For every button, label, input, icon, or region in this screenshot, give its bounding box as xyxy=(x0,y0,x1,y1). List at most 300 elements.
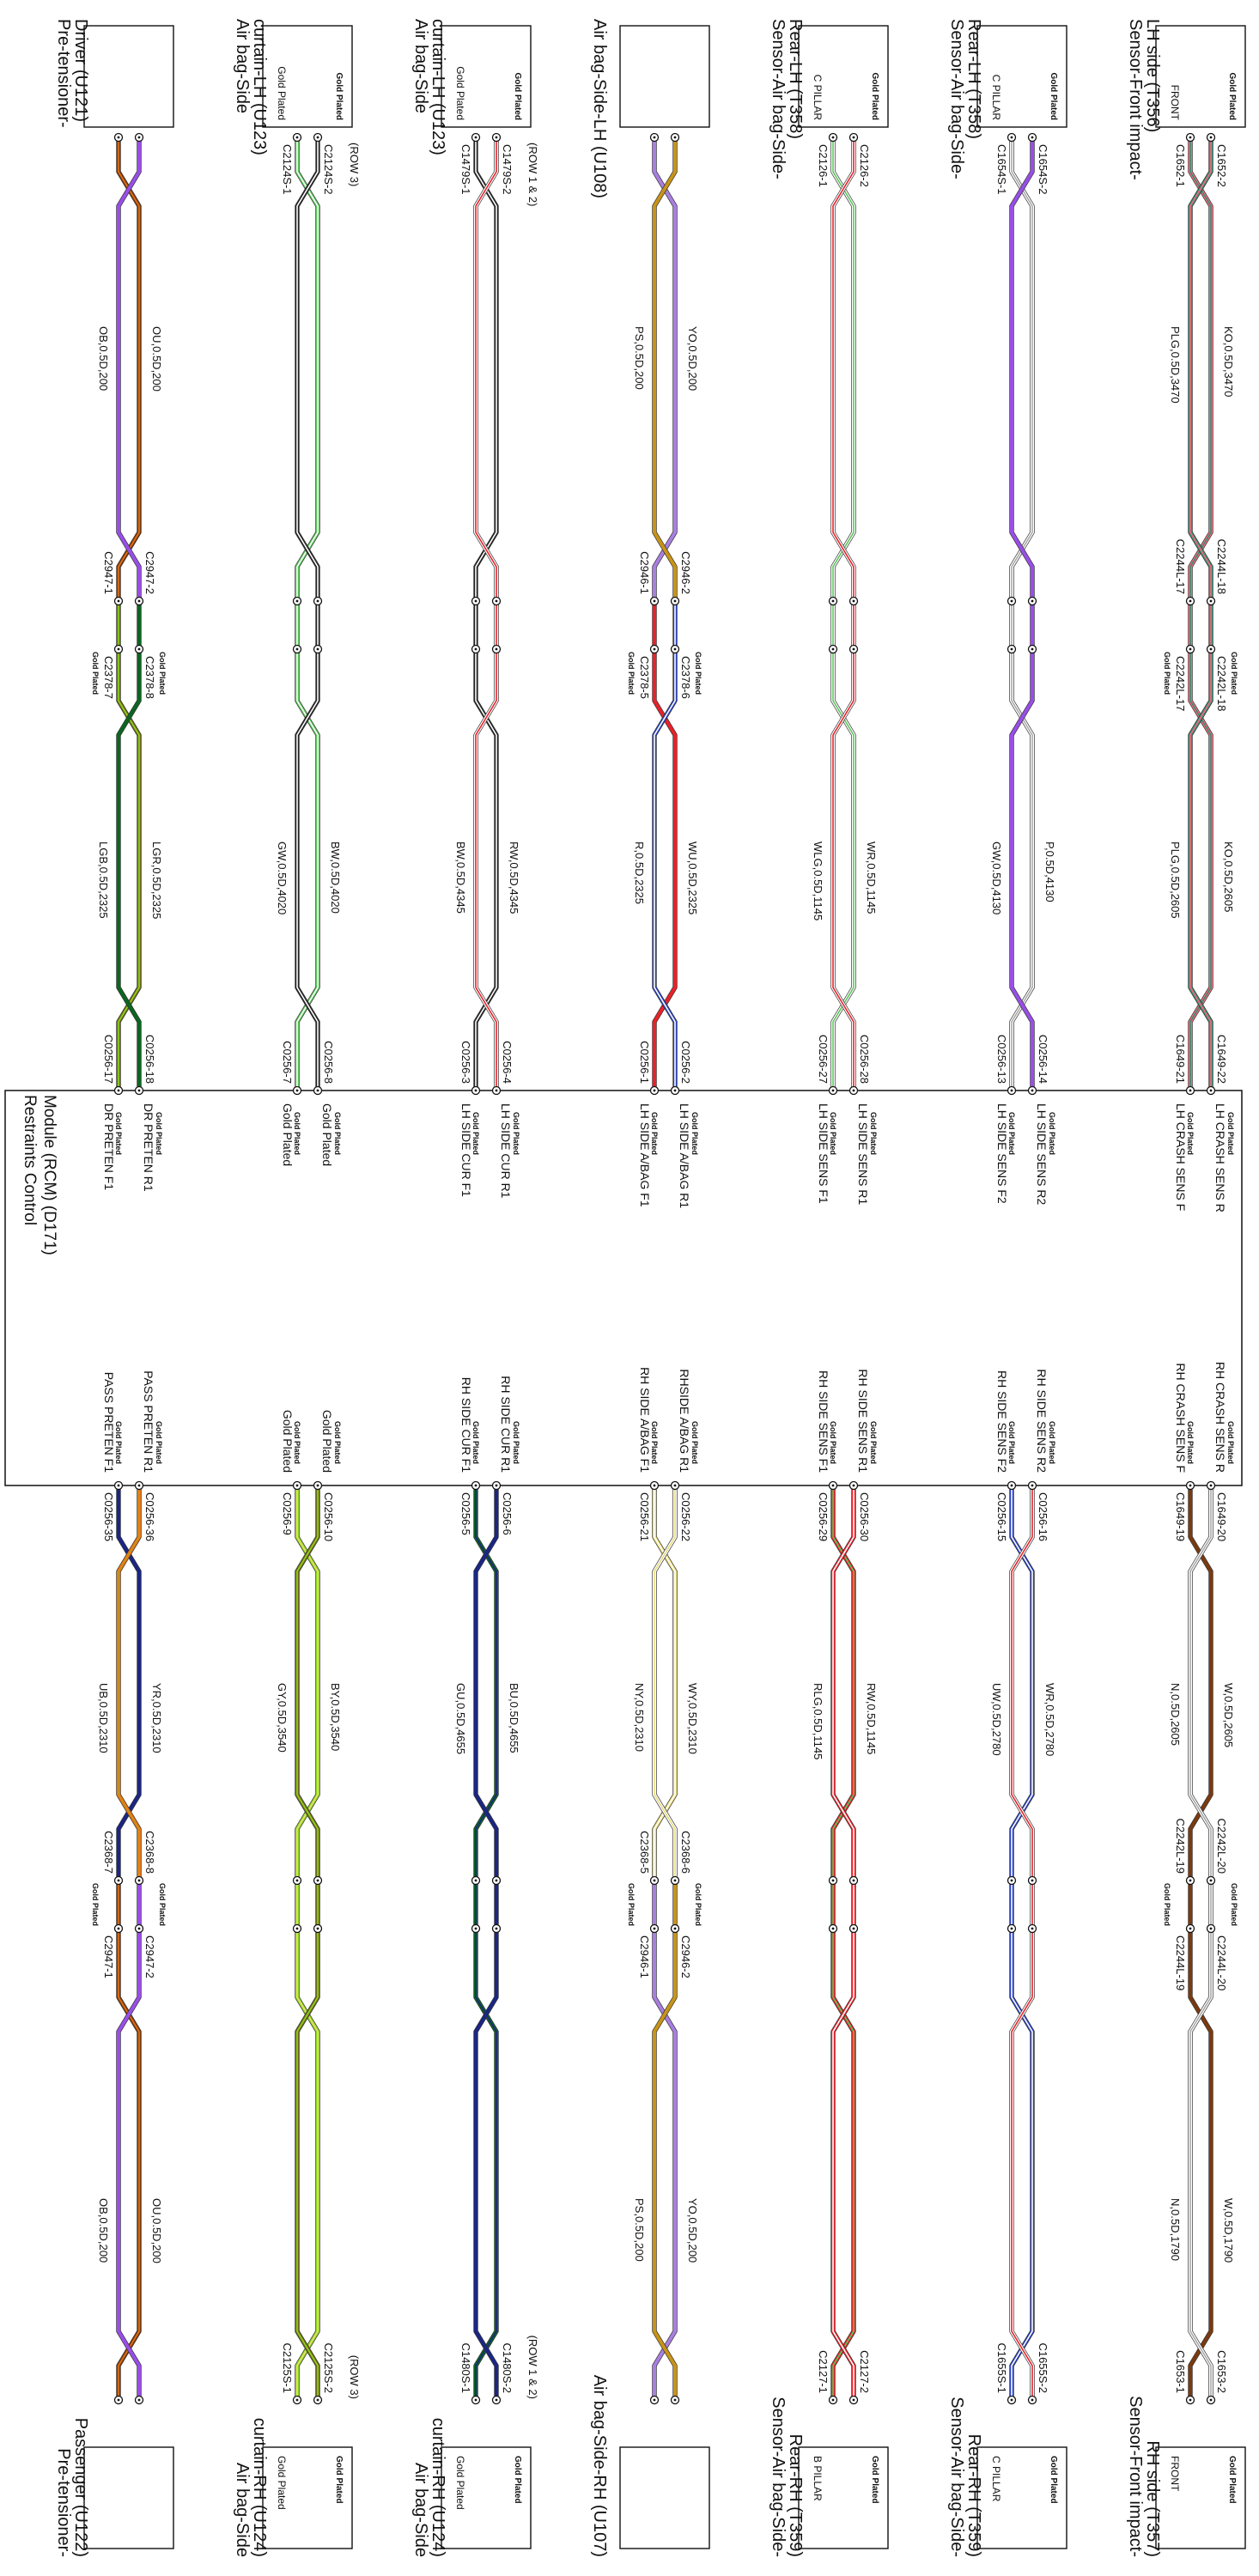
inline-left-pin-label: C2244L-17 xyxy=(1174,538,1187,594)
rcm-pin-name-right: Gold Plated xyxy=(320,1409,334,1473)
rcm-right-pin-label: C0256-30 xyxy=(858,1492,871,1542)
wire-code-label: LGR,0.5D,2325 xyxy=(150,841,163,920)
terminal-pin-dot xyxy=(296,648,299,651)
rcm-plated-left: Gold Plated xyxy=(114,1111,123,1156)
terminal-pin-dot xyxy=(832,1090,835,1092)
wire-code-label: R,0.5D,2325 xyxy=(633,841,646,904)
wire-left-mid-b xyxy=(1012,649,1032,1091)
inline-left-pin-label: C2947-2 xyxy=(143,551,156,594)
right-component-box xyxy=(84,2447,173,2549)
rcm-plated-left: Gold Plated xyxy=(1048,1111,1056,1156)
terminal-pin-dot xyxy=(853,2399,855,2402)
terminal-pin-dot xyxy=(118,1090,120,1092)
terminal-pin-dot xyxy=(1011,600,1013,603)
wire-left-mid-b xyxy=(476,649,496,1091)
wire-left-a-base xyxy=(833,137,854,601)
terminal-pin-dot xyxy=(1210,1485,1213,1487)
terminal-pin-dot xyxy=(317,1090,319,1092)
wire-code-label: GW,0.5D,4020 xyxy=(276,841,289,915)
rcm-plated-left: Gold Plated xyxy=(1007,1111,1016,1156)
wire-left-b xyxy=(833,137,854,601)
inline-plated-left: Gold Plated xyxy=(627,651,636,696)
terminal-pin-dot xyxy=(317,600,319,603)
right-component-label: Pre-tensioner- xyxy=(54,2448,73,2557)
wire-left-b xyxy=(476,137,496,601)
right-box-text: Gold Plated xyxy=(276,2456,288,2510)
right-pin-label-a: C1480S-1 xyxy=(459,2342,472,2393)
terminal-pin-dot xyxy=(654,1090,656,1092)
terminal-pin-dot xyxy=(1189,1928,1192,1930)
wire-left-b-base xyxy=(833,137,854,601)
rcm-plated-left: Gold Plated xyxy=(512,1111,520,1156)
rcm-pin-name-right: PASS PRETEN R1 xyxy=(142,1370,155,1473)
wire-left-a xyxy=(1190,137,1211,601)
right-component-label: Air bag-Side-RH (U107) xyxy=(590,2374,609,2557)
rcm-right-pin-label: C0256-35 xyxy=(102,1492,115,1542)
inline-plated-right: Gold Plated xyxy=(91,1882,100,1927)
terminal-pin-dot xyxy=(496,137,498,139)
wire-code-label: WLG,0.5D,1145 xyxy=(812,841,824,921)
rcm-plated-right: Gold Plated xyxy=(690,1420,699,1465)
terminal-pin-dot xyxy=(317,648,319,651)
terminal-pin-dot xyxy=(138,1880,141,1882)
right-box-text: C PILLAR xyxy=(990,2456,1002,2502)
terminal-pin-dot xyxy=(1210,1928,1213,1930)
rcm-plated-right: Gold Plated xyxy=(512,1420,520,1465)
wire-left-mid-b-base xyxy=(119,649,139,1091)
terminal-pin-dot xyxy=(1031,648,1034,651)
wire-code-label: GW,0.5D,4130 xyxy=(990,841,1003,915)
left-component-label: Sensor-Air bag-Side- xyxy=(947,19,966,179)
right-box-plated: Gold Plated xyxy=(334,2456,344,2504)
rcm-right-pin-label: C0256-29 xyxy=(817,1492,830,1542)
terminal-pin-dot xyxy=(317,1928,319,1930)
right-box-plated: Gold Plated xyxy=(1049,2456,1058,2504)
terminal-pin-dot xyxy=(296,1928,299,1930)
inline-plated-left: Gold Plated xyxy=(91,651,100,696)
wire-left-b-base xyxy=(476,137,496,601)
terminal-pin-dot xyxy=(853,1880,855,1882)
left-component-label: Air bag-Side xyxy=(411,19,430,114)
inline-plated-right: Gold Plated xyxy=(1163,1882,1171,1927)
terminal-pin-dot xyxy=(475,1090,477,1092)
wire-left-b xyxy=(1190,137,1211,601)
wire-code-label: OU,0.5D,200 xyxy=(150,2198,163,2263)
terminal-pin-dot xyxy=(654,137,656,139)
right-pin-label-a: C2127-1 xyxy=(817,2350,830,2393)
terminal-pin-dot xyxy=(1031,2399,1034,2402)
left-component-label-2: Rear-LH (T358) xyxy=(964,19,983,140)
terminal-pin-dot xyxy=(296,600,299,603)
wire-code-label: NY,0.5D,2310 xyxy=(633,1683,646,1752)
wire-left-a xyxy=(1012,137,1032,601)
left-box-plated: Gold Plated xyxy=(1227,72,1237,120)
wire-code-label: UW,0.5D,2780 xyxy=(990,1683,1003,1756)
wire-left-a-base xyxy=(654,137,675,601)
terminal-pin-dot xyxy=(832,648,835,651)
terminal-pin-dot xyxy=(832,2399,835,2402)
right-pin-label-a: C1653-1 xyxy=(1174,2350,1187,2393)
wire-left-b-stripe xyxy=(833,137,854,601)
rcm-right-pin-label: C0256-5 xyxy=(459,1492,472,1535)
terminal-pin-dot xyxy=(1189,648,1192,651)
rcm-plated-right: Gold Plated xyxy=(650,1420,659,1465)
wire-code-label: PS,0.5D,200 xyxy=(633,2198,646,2262)
inline-left-pin-label: C2378-6 xyxy=(679,656,692,699)
rcm-pin-name-left: LH SIDE SENS F1 xyxy=(817,1103,830,1204)
terminal-pin-dot xyxy=(853,648,855,651)
rcm-title-line1: Restraints Control xyxy=(21,1095,39,1226)
wire-code-label: PLG,0.5D,2605 xyxy=(1169,841,1182,919)
right-component-box xyxy=(620,2447,709,2549)
rcm-plated-right: Gold Plated xyxy=(829,1420,837,1465)
terminal-pin-dot xyxy=(1210,1090,1213,1092)
right-component-label-2: RH side (T357) xyxy=(1143,2440,1162,2557)
inline-right-pin-label: C2947-1 xyxy=(102,1935,115,1978)
right-component-label: Air bag-Side xyxy=(233,2462,252,2557)
inline-left-pin-label: C2378-8 xyxy=(143,656,156,699)
wire-left-mid-b-base xyxy=(476,649,496,1091)
wire-left-a-outline xyxy=(1012,137,1032,601)
right-box-plated: Gold Plated xyxy=(513,2456,522,2504)
left-component-label-2: LH side (T356) xyxy=(1143,19,1162,133)
right-pin-label-b: C1480S-2 xyxy=(501,2342,514,2393)
terminal-pin-dot xyxy=(138,1485,141,1487)
rcm-left-pin-label: C0256-17 xyxy=(102,1034,115,1084)
left-pin-label-a: C2124S-1 xyxy=(281,144,294,195)
rcm-plated-right: Gold Plated xyxy=(333,1420,342,1465)
right-box-plated: Gold Plated xyxy=(1227,2456,1237,2504)
wire-code-label: GU,0.5D,4655 xyxy=(454,1683,467,1755)
right-component-label-2: Passenger (U122) xyxy=(71,2417,90,2557)
wire-left-a-base xyxy=(119,137,139,601)
rcm-left-pin-label: C0256-18 xyxy=(143,1034,156,1084)
wire-left-mid-b xyxy=(833,649,854,1091)
inline-left-pin-label: C2244L-18 xyxy=(1215,538,1228,594)
rcm-left-pin-label: C0256-14 xyxy=(1037,1034,1049,1084)
rcm-plated-right: Gold Plated xyxy=(1048,1420,1056,1465)
rcm-left-pin-label: C0256-1 xyxy=(638,1041,651,1084)
left-pin-label-b: C2124S-2 xyxy=(322,144,335,195)
rcm-pin-name-right: RHSIDE A/BAG R1 xyxy=(678,1369,691,1473)
right-pin-label-b: C2125S-2 xyxy=(322,2342,335,2393)
terminal-pin-dot xyxy=(496,648,498,651)
rcm-left-pin-label: C0256-27 xyxy=(817,1034,830,1084)
wire-code-label: RLG,0.5D,1145 xyxy=(812,1683,824,1760)
wire-code-label: W,0.5D,2605 xyxy=(1222,1683,1235,1748)
wire-left-b-stripe xyxy=(476,137,496,601)
terminal-pin-dot xyxy=(853,137,855,139)
terminal-pin-dot xyxy=(1189,137,1192,139)
terminal-pin-dot xyxy=(1011,648,1013,651)
terminal-pin-dot xyxy=(1210,137,1213,139)
wire-left-mid-b xyxy=(119,649,139,1091)
wire-left-mid-b xyxy=(654,649,675,1091)
wire-left-b-base xyxy=(297,137,318,601)
wire-code-label: PS,0.5D,200 xyxy=(633,326,646,390)
right-box-plated: Gold Plated xyxy=(870,2456,879,2504)
rcm-pin-name-left: LH SIDE A/BAG R1 xyxy=(678,1103,691,1209)
terminal-pin-dot xyxy=(118,600,120,603)
terminal-pin-dot xyxy=(853,1485,855,1487)
inline-plated-left: Gold Plated xyxy=(694,651,702,696)
rcm-title-line2: Module (RCM) (D171) xyxy=(40,1095,58,1255)
inline-plated-left: Gold Plated xyxy=(1230,651,1238,696)
terminal-pin-dot xyxy=(1031,137,1034,139)
terminal-pin-dot xyxy=(296,1880,299,1882)
rcm-pin-name-left: LH CRASH SENS F xyxy=(1174,1103,1188,1212)
wire-code-label: OB,0.5D,200 xyxy=(97,326,110,392)
wire-left-b-outline xyxy=(654,137,675,601)
wire-left-b-outline xyxy=(119,137,139,601)
inline-right-pin-label: C2946-2 xyxy=(679,1935,692,1978)
left-pin-label-b: C1654S-2 xyxy=(1037,144,1049,195)
terminal-pin-dot xyxy=(1210,600,1213,603)
wire-left-b-stripe xyxy=(1190,137,1211,601)
rcm-plated-right: Gold Plated xyxy=(1186,1420,1195,1465)
wire-left-a-outline xyxy=(833,137,854,601)
terminal-pin-dot xyxy=(118,137,120,139)
right-pin-label-b: C2127-2 xyxy=(858,2350,871,2393)
wire-code-label: PLG,0.5D,3470 xyxy=(1169,326,1182,404)
left-pin-label-b: C2126-2 xyxy=(858,144,871,187)
left-component-label: Pre-tensioner- xyxy=(54,19,73,128)
wire-code-label: OB,0.5D,200 xyxy=(97,2198,110,2263)
terminal-pin-dot xyxy=(654,648,656,651)
wire-left-mid-b-base xyxy=(654,649,675,1091)
wire-left-a-outline xyxy=(1190,137,1211,601)
rcm-left-pin-label: C0256-4 xyxy=(501,1041,514,1084)
wire-left-a-base xyxy=(476,137,496,601)
terminal-pin-dot xyxy=(1011,1880,1013,1882)
terminal-pin-dot xyxy=(1031,1880,1034,1882)
wire-code-label: N,0.5D,1790 xyxy=(1169,2198,1182,2261)
left-component-label-2: curtain-LH (U123) xyxy=(250,19,269,155)
rcm-plated-right: Gold Plated xyxy=(1226,1420,1235,1465)
wire-code-label: WR,0.5D,2780 xyxy=(1043,1683,1056,1757)
rcm-right-pin-label: C0256-10 xyxy=(322,1492,335,1542)
left-box-plated: Gold Plated xyxy=(1049,72,1058,120)
terminal-pin-dot xyxy=(674,1928,677,1930)
rcm-pin-name-left: DR PRETEN F1 xyxy=(102,1103,116,1191)
wire-code-label: UB,0.5D,2310 xyxy=(97,1683,110,1753)
terminal-pin-dot xyxy=(1189,1090,1192,1092)
rcm-left-pin-label: C1649-21 xyxy=(1174,1034,1187,1084)
rcm-right-pin-label: C0256-15 xyxy=(995,1492,1008,1542)
rcm-pin-name-left: LH SIDE A/BAG F1 xyxy=(638,1103,652,1207)
rcm-pin-name-right: RH CRASH SENS R xyxy=(1213,1361,1227,1473)
terminal-pin-dot xyxy=(674,600,677,603)
inline-left-pin-label: C2242L-17 xyxy=(1174,656,1187,712)
rcm-plated-left: Gold Plated xyxy=(333,1111,342,1156)
right-box-text: Gold Plated xyxy=(454,2456,466,2510)
inline-right-pin-label: C2244L-20 xyxy=(1215,1935,1228,1991)
terminal-pin-dot xyxy=(317,1880,319,1882)
left-component-label: Air bag-Side-LH (U108) xyxy=(590,19,609,198)
inline-plated-left: Gold Plated xyxy=(158,651,167,696)
terminal-pin-dot xyxy=(138,600,141,603)
wire-code-label: YO,0.5D,200 xyxy=(686,326,699,392)
left-component-label: Sensor-Air bag-Side- xyxy=(769,19,788,179)
wire-left-a-stripe xyxy=(1190,137,1211,601)
terminal-pin-dot xyxy=(1189,2399,1192,2402)
wire-code-label: BU,0.5D,4655 xyxy=(508,1683,520,1753)
wire-left-b-outline xyxy=(1012,137,1032,601)
wire-left-b-base xyxy=(654,137,675,601)
wire-code-label: N,0.5D,2605 xyxy=(1169,1683,1182,1746)
left-pin-label-b: C1652-2 xyxy=(1215,144,1228,187)
terminal-pin-dot xyxy=(317,137,319,139)
rcm-right-pin-label: C0256-22 xyxy=(679,1492,692,1542)
left-pin-label-a: C1652-1 xyxy=(1174,144,1187,187)
left-pin-label-a: C2126-1 xyxy=(817,144,830,187)
wire-left-a-outline xyxy=(654,137,675,601)
rcm-plated-left: Gold Plated xyxy=(869,1111,878,1156)
wire-left-b-base xyxy=(119,137,139,601)
wire-left-b-outline xyxy=(1190,137,1211,601)
left-component-label: Air bag-Side xyxy=(233,19,252,114)
terminal-pin-dot xyxy=(1011,137,1013,139)
left-component-label-2: curtain-LH (U123) xyxy=(429,19,447,155)
rcm-pin-name-right: RH SIDE SENS F1 xyxy=(817,1370,830,1473)
right-pin-label-a: C1655S-1 xyxy=(995,2342,1008,2393)
terminal-pin-dot xyxy=(674,2399,677,2402)
terminal-pin-dot xyxy=(654,1928,656,1930)
right-component-label-2: curtain-RH (U124) xyxy=(429,2417,447,2557)
inline-right-pin-label: C2368-8 xyxy=(143,1831,156,1874)
terminal-pin-dot xyxy=(475,1928,477,1930)
wire-left-mid-b-base xyxy=(1012,649,1032,1091)
terminal-pin-dot xyxy=(496,1090,498,1092)
wire-code-label: LGB,0.5D,2325 xyxy=(97,841,110,919)
terminal-pin-dot xyxy=(296,137,299,139)
inline-plated-right: Gold Plated xyxy=(158,1882,167,1927)
terminal-pin-dot xyxy=(1031,1485,1034,1487)
rcm-pin-name-right: Gold Plated xyxy=(281,1409,295,1473)
terminal-pin-dot xyxy=(1011,1090,1013,1092)
terminal-pin-dot xyxy=(296,1485,299,1487)
rcm-pin-name-left: Gold Plated xyxy=(281,1103,295,1167)
terminal-pin-dot xyxy=(654,1880,656,1882)
terminal-pin-dot xyxy=(832,1880,835,1882)
terminal-pin-dot xyxy=(1189,600,1192,603)
inline-right-pin-label: C2946-1 xyxy=(638,1935,651,1978)
rcm-pin-name-right: RH SIDE SENS R1 xyxy=(856,1369,870,1473)
wire-code-label: W,0.5D,1790 xyxy=(1222,2198,1235,2263)
terminal-pin-dot xyxy=(1210,1880,1213,1882)
inline-plated-left: Gold Plated xyxy=(1163,651,1171,696)
right-component-label: Sensor-Air bag-Side- xyxy=(769,2397,788,2557)
wire-left-b xyxy=(297,137,318,601)
rcm-left-pin-label: C0256-3 xyxy=(459,1041,472,1084)
inline-left-pin-label: C2378-5 xyxy=(638,656,651,699)
terminal-pin-dot xyxy=(832,1485,835,1487)
wire-left-b-outline xyxy=(476,137,496,601)
inline-plated-right: Gold Plated xyxy=(1230,1882,1238,1927)
rcm-pin-name-right: PASS PRETEN F1 xyxy=(102,1371,116,1473)
right-pin-label-b: C1655S-2 xyxy=(1037,2342,1049,2393)
wire-left-b xyxy=(119,137,139,601)
wire-left-a-outline xyxy=(119,137,139,601)
terminal-pin-dot xyxy=(1011,1485,1013,1487)
terminal-pin-dot xyxy=(674,648,677,651)
inline-left-pin-label: C2242L-18 xyxy=(1215,656,1228,712)
rcm-pin-name-left: Gold Plated xyxy=(320,1103,334,1167)
rcm-plated-right: Gold Plated xyxy=(293,1420,301,1465)
terminal-pin-dot xyxy=(296,1090,299,1092)
rcm-pin-name-right: RH SIDE CUR F1 xyxy=(459,1376,473,1473)
terminal-pin-dot xyxy=(475,137,477,139)
rcm-plated-left: Gold Plated xyxy=(650,1111,659,1156)
rcm-plated-right: Gold Plated xyxy=(1007,1420,1016,1465)
wire-code-label: BW,0.5D,4020 xyxy=(329,841,342,914)
left-box-text: FRONT xyxy=(1169,84,1181,120)
left-component-box xyxy=(84,26,173,127)
right-box-text: FRONT xyxy=(1169,2456,1181,2492)
terminal-pin-dot xyxy=(138,2399,141,2402)
rcm-pin-name-left: LH SIDE SENS R1 xyxy=(856,1103,870,1206)
terminal-pin-dot xyxy=(832,137,835,139)
terminal-pin-dot xyxy=(832,600,835,603)
rcm-plated-left: Gold Plated xyxy=(1226,1111,1235,1156)
rcm-pin-name-right: RH SIDE SENS R2 xyxy=(1035,1369,1049,1473)
terminal-pin-dot xyxy=(654,2399,656,2402)
terminal-pin-dot xyxy=(118,1880,120,1882)
wire-code-label: YR,0.5D,2310 xyxy=(150,1683,163,1753)
rcm-plated-left: Gold Plated xyxy=(829,1111,837,1156)
rcm-pin-name-left: DR PRETEN R1 xyxy=(142,1103,155,1192)
rcm-right-pin-label: C0256-21 xyxy=(638,1492,651,1542)
left-box-plated: Gold Plated xyxy=(513,72,522,120)
wire-left-b xyxy=(1012,137,1032,601)
left-pin-label-a: C1479S-1 xyxy=(459,144,472,195)
wire-code-label: WU,0.5D,2325 xyxy=(686,841,699,915)
left-component-box xyxy=(620,26,709,127)
right-box-text: B PILLAR xyxy=(812,2456,824,2501)
left-component-label-2: Rear-LH (T358) xyxy=(786,19,805,140)
right-pin-label-b: C1653-2 xyxy=(1215,2350,1228,2393)
wire-left-mid-b-base xyxy=(1190,649,1211,1091)
wire-code-label: BW,0.5D,4345 xyxy=(454,841,467,914)
terminal-pin-dot xyxy=(1031,600,1034,603)
wire-left-b-outline xyxy=(297,137,318,601)
terminal-pin-dot xyxy=(475,648,477,651)
terminal-pin-dot xyxy=(496,1485,498,1487)
wire-code-label: P,0.5D,4130 xyxy=(1043,841,1056,902)
terminal-pin-dot xyxy=(654,600,656,603)
rcm-right-pin-label: C1649-19 xyxy=(1174,1492,1187,1542)
terminal-pin-dot xyxy=(832,1928,835,1930)
wire-left-a-stripe xyxy=(1012,137,1032,601)
terminal-pin-dot xyxy=(496,1880,498,1882)
wire-left-a xyxy=(476,137,496,601)
inline-right-pin-label: C2242L-20 xyxy=(1215,1818,1228,1874)
terminal-pin-dot xyxy=(118,1928,120,1930)
row-note-right: (ROW 3) xyxy=(348,2354,361,2399)
rcm-left-pin-label: C0256-13 xyxy=(995,1034,1008,1084)
terminal-pin-dot xyxy=(138,1090,141,1092)
rcm-right-pin-label: C0256-9 xyxy=(281,1492,294,1535)
rcm-pin-name-left: LH SIDE CUR R1 xyxy=(499,1103,513,1199)
inline-plated-right: Gold Plated xyxy=(627,1882,636,1927)
wire-code-label: WR,0.5D,1145 xyxy=(865,841,878,914)
rcm-pin-name-right: RH SIDE CUR R1 xyxy=(499,1376,513,1473)
wire-left-b-outline xyxy=(833,137,854,601)
terminal-pin-dot xyxy=(138,1928,141,1930)
terminal-pin-dot xyxy=(1189,1485,1192,1487)
terminal-pin-dot xyxy=(853,1090,855,1092)
wire-left-a xyxy=(119,137,139,601)
